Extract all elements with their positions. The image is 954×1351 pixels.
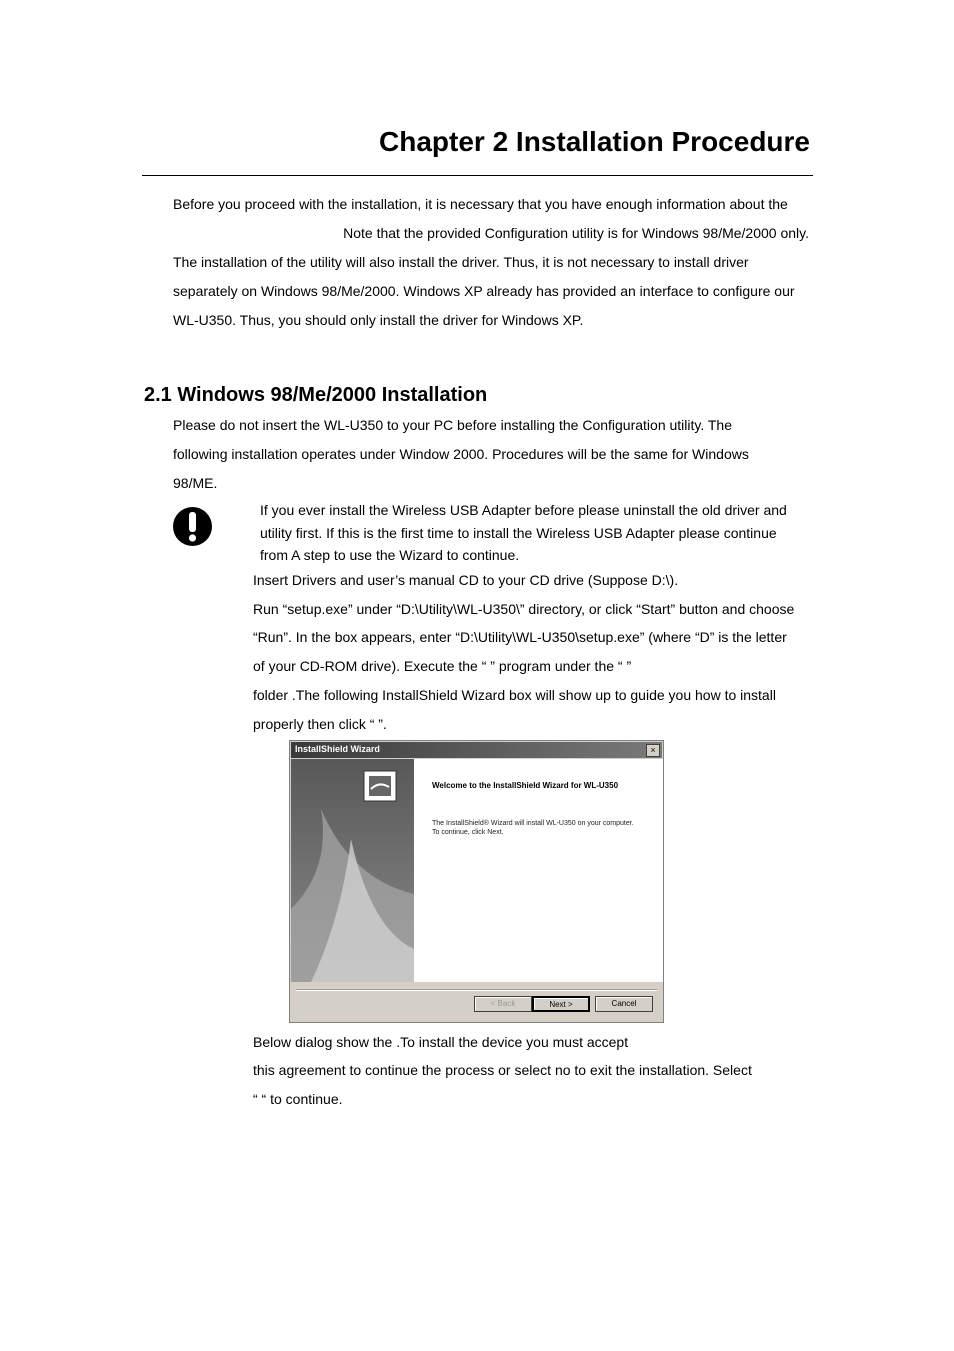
- after-line-1: Below dialog show the .To install the device you must accept: [253, 1034, 629, 1050]
- dialog-titlebar: [291, 742, 662, 758]
- installshield-dialog: [289, 740, 664, 1023]
- chapter-title: Chapter 2 Installation Procedure: [379, 126, 810, 157]
- next-button[interactable]: Next >: [532, 996, 590, 1012]
- exclamation-icon: [172, 506, 213, 547]
- wizard-welcome-heading: Welcome to the InstallShield Wizard for WL-U350: [432, 781, 619, 790]
- after-line-2: this agreement to continue the process or select no to exit the installation. Select: [253, 1062, 752, 1078]
- close-icon[interactable]: ×: [646, 744, 660, 757]
- dialog-separator: [296, 989, 657, 991]
- step-line-6: properly then click “ ”.: [253, 716, 387, 732]
- section-line-1: Please do not insert the WL-U350 to your PC before installing the Configuration utility. The: [173, 417, 733, 433]
- intro-line-4: separately on Windows 98/Me/2000. Windows XP already has provided an interface to configure our: [173, 283, 795, 299]
- intro-line-1: Before you proceed with the installation, it is necessary that you have enough information about the: [173, 196, 788, 212]
- wizard-banner: [291, 759, 414, 982]
- back-button[interactable]: < Back: [474, 996, 532, 1012]
- dialog-title: InstallShield Wizard: [295, 744, 380, 754]
- intro-line-5: WL-U350. Thus, you should only install the driver for Windows XP.: [173, 312, 584, 328]
- step-line-2: Run “setup.exe” under “D:\Utility\WL-U350\” directory, or click “Start” button and choose: [253, 601, 795, 617]
- note-line-3: from A step to use the Wizard to continue.: [260, 547, 520, 563]
- intro-line-3: The installation of the utility will also install the driver. Thus, it is not necessary to install driver: [173, 254, 749, 270]
- section-line-3: 98/ME.: [173, 475, 218, 491]
- wizard-content: [414, 759, 663, 982]
- step-line-1: Insert Drivers and user’s manual CD to your CD drive (Suppose D:\).: [253, 572, 679, 588]
- intro-line-2: Note that the provided Configuration utility is for Windows 98/Me/2000 only.: [343, 225, 809, 241]
- chapter-divider: [142, 175, 813, 176]
- step-line-5: folder .The following InstallShield Wizard box will show up to guide you how to install: [253, 687, 776, 703]
- after-line-3: “ “ to continue.: [253, 1091, 343, 1107]
- step-line-3: “Run”. In the box appears, enter “D:\Utility\WL-U350\setup.exe” (where “D” is the letter: [253, 629, 787, 645]
- section-title: 2.1 Windows 98/Me/2000 Installation: [144, 384, 488, 406]
- step-line-4: of your CD-ROM drive). Execute the “ ” program under the “ ”: [253, 658, 632, 674]
- note-line-2: utility first. If this is the first time to install the Wireless USB Adapter please continue: [260, 525, 777, 541]
- note-line-1: If you ever install the Wireless USB Adapter before please uninstall the old driver and: [260, 502, 787, 518]
- cancel-button[interactable]: Cancel: [595, 996, 653, 1012]
- wizard-body-text: The InstallShield® Wizard will install WL-U350 on your computer. To continue, click Next.: [432, 820, 634, 836]
- section-line-2: following installation operates under Window 2000. Procedures will be the same for Windows: [173, 446, 749, 462]
